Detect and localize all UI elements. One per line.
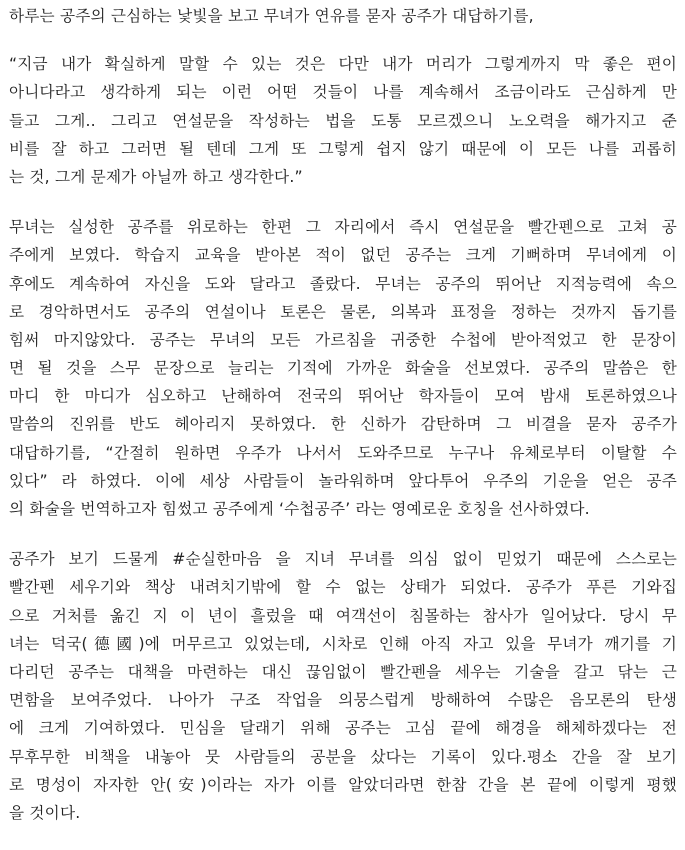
paragraph-quote [9,50,677,191]
text-line: 공주가 보기 드물게 #순실한마음 을 지녀 무녀를 의심 없이 믿었기 때문에 스스로는 [9,550,677,569]
text-line: 는 것, 그게 문제가 아닐까 하고 생각한다.” [9,167,303,186]
text-line: 있다” 라 하였다. 이에 세상 사람들이 놀라워하며 앞다투어 우주의 기운을 얻은 공주 [9,471,677,490]
text-line: 녀는 덕국(德國)에 머무르고 있었는데, 시차로 인해 아직 자고 있을 무녀가 깨기를 기 [9,634,677,653]
text-line: 말씀의 진위를 반도 헤아리지 못하였다. 한 신하가 감탄하며 그 비결을 묻자 공주가 [9,415,677,434]
text-line: 에 크게 기여하였다. 민심을 달래기 위해 공주는 고심 끝에 해경을 해체하겠다는 전 [9,719,677,738]
text-line: 로 경악하면서도 공주의 연설이나 토론은 물론, 의복과 표정을 정하는 것까지 돕기를 [9,302,677,321]
paragraph-princess [9,545,677,827]
text-line: 힘써 마지않았다. 공주는 무녀의 모든 가르침을 귀중한 수첩에 받아적었고 한 문장이 [9,330,677,349]
paragraph-intro [9,2,677,30]
text-line: 무녀는 실성한 공주를 위로하는 한편 그 자리에서 즉시 연설문을 빨간펜으로 고쳐 공 [9,218,677,237]
text-line: 하루는 공주의 근심하는 낯빛을 보고 무녀가 연유를 묻자 공주가 대답하기를, [9,7,534,25]
text-line: “지금 내가 확실하게 말할 수 있는 것은 다만 내가 머리가 그렇게까지 막 좋은 편이 [9,55,677,74]
text-line: 면 될 것을 스무 문장으로 늘리는 기적에 가까운 화술을 선보였다. 공주의 말씀은 한 [9,359,677,378]
text-line: 빨간펜 세우기와 책상 내려치기밖에 할 수 없는 상태가 되었다. 공주가 푸른 기와집 [9,578,677,597]
text-line: 으로 거처를 옮긴 지 이 년이 흘렀을 때 여객선이 침몰하는 참사가 일어났다. 당시 무 [9,606,677,625]
text-line: 비를 잘 하고 그러면 될 텐데 그게 또 그렇게 쉽지 않기 때문에 이 모든 나를 괴롭히 [9,139,677,158]
text-line: 로 명성이 자자한 안(安)이라는 자가 이를 알았더라면 한참 간을 본 끝에 이렇게 평했 [9,775,677,794]
text-line: 후에도 계속하여 자신을 도와 달라고 졸랐다. 무녀는 공주의 뛰어난 지적능력에 속으 [9,274,677,293]
text-line: 아니다라고 생각하게 되는 이런 어떤 것들이 나를 계속해서 조금이라도 근심하게 만 [9,83,677,102]
text-line: 들고 그게.. 그리고 연설문을 작성하는 법을 도통 모르겠으니 노오력을 해가지고 준 [9,111,677,130]
text-line: 의 화술을 번역하고자 힘썼고 공주에게 ‘수첩공주’ 라는 영예로운 호칭을 선사하였다. [9,500,590,518]
text-line: 마디 한 마디가 심오하고 난해하여 전국의 뛰어난 학자들이 모여 밤새 토론하였으나 [9,387,677,406]
text-line: 면함을 보여주었다. 나아가 구조 작업을 의뭉스럽게 방해하여 수많은 음모론의 탄생 [9,691,677,710]
paragraph-shaman [9,213,677,523]
text-line: 을 것이다. [9,803,81,822]
text-line: 주에게 보였다. 학습지 교육을 받아본 적이 없던 공주는 크게 기뻐하며 무녀에게 이 [9,246,677,265]
text-line: 다리던 공주는 대책을 마련하는 대신 끊임없이 빨간펜을 세우는 기술을 갈고 닦는 근 [9,662,677,681]
text-line: 대답하기를, “간절히 원하면 우주가 나서서 도와주므로 누구나 유체로부터 이탈할 수 [9,443,677,462]
text-line: 무후무한 비책을 내놓아 뭇 사람들의 공분을 샀다는 기록이 있다.평소 간을 잘 보기 [9,747,677,766]
